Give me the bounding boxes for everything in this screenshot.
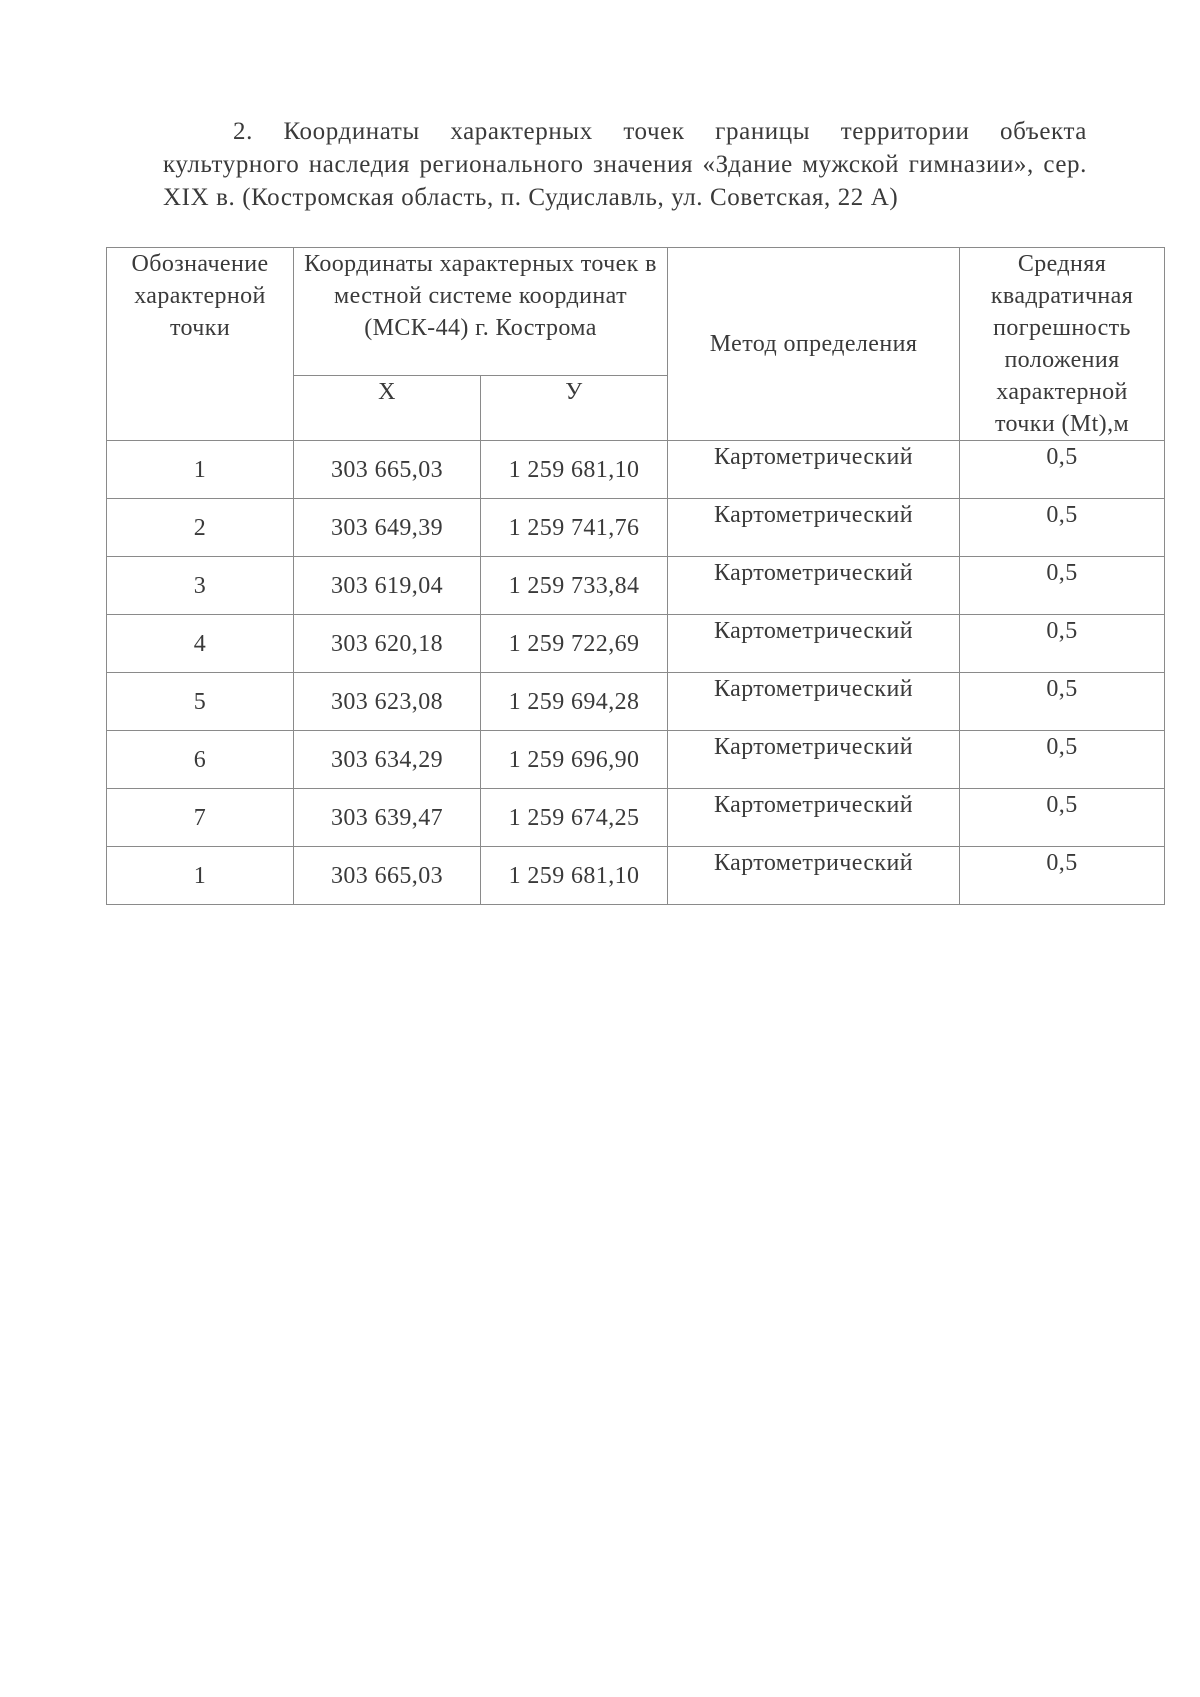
cell-method: Картометрический <box>668 673 960 731</box>
table-row <box>107 615 1165 673</box>
cell-point: 2 <box>107 499 294 557</box>
cell-point: 3 <box>107 557 294 615</box>
cell-point: 1 <box>107 441 294 499</box>
cell-error: 0,5 <box>960 499 1165 557</box>
cell-error: 0,5 <box>960 789 1165 847</box>
header-row-1 <box>107 248 1165 376</box>
table-row <box>107 673 1165 731</box>
table-row <box>107 731 1165 789</box>
cell-method: Картометрический <box>668 499 960 557</box>
cell-point: 6 <box>107 731 294 789</box>
cell-x: 303 649,39 <box>294 499 481 557</box>
coordinates-table <box>106 247 1165 905</box>
cell-x: 303 619,04 <box>294 557 481 615</box>
cell-y: 1 259 733,84 <box>481 557 668 615</box>
cell-method: Картометрический <box>668 789 960 847</box>
cell-error: 0,5 <box>960 673 1165 731</box>
cell-method: Картометрический <box>668 731 960 789</box>
cell-method: Картометрический <box>668 847 960 905</box>
cell-x: 303 665,03 <box>294 847 481 905</box>
table-row <box>107 441 1165 499</box>
section-heading: 2. Координаты характерных точек границы территории объекта культурного наследия регионального значения «Здание мужской гимназии», сер. XIX в. (Костромская область, п. Судиславль, ул. Советская, 22 А) <box>163 118 1087 211</box>
cell-point: 4 <box>107 615 294 673</box>
table-header <box>107 248 1165 441</box>
cell-point: 5 <box>107 673 294 731</box>
cell-x: 303 620,18 <box>294 615 481 673</box>
cell-error: 0,5 <box>960 615 1165 673</box>
cell-x: 303 623,08 <box>294 673 481 731</box>
cell-method: Картометрический <box>668 557 960 615</box>
header-y: У <box>481 375 668 440</box>
cell-y: 1 259 741,76 <box>481 499 668 557</box>
cell-x: 303 634,29 <box>294 731 481 789</box>
header-error: Средняя квадратичная погрешность положения характерной точки (Mt),м <box>960 248 1165 441</box>
cell-error: 0,5 <box>960 441 1165 499</box>
header-method: Метод определения <box>668 248 960 441</box>
cell-point: 7 <box>107 789 294 847</box>
cell-method: Картометрический <box>668 441 960 499</box>
header-coords-group: Координаты характерных точек в местной системе координат (МСК-44) г. Кострома <box>294 248 668 376</box>
cell-error: 0,5 <box>960 557 1165 615</box>
cell-x: 303 665,03 <box>294 441 481 499</box>
cell-point: 1 <box>107 847 294 905</box>
header-point: Обозначение характерной точки <box>107 248 294 441</box>
cell-x: 303 639,47 <box>294 789 481 847</box>
table-body <box>107 441 1165 905</box>
cell-y: 1 259 722,69 <box>481 615 668 673</box>
cell-error: 0,5 <box>960 731 1165 789</box>
coordinates-table-container <box>106 247 1165 905</box>
table-row <box>107 499 1165 557</box>
cell-y: 1 259 694,28 <box>481 673 668 731</box>
cell-method: Картометрический <box>668 615 960 673</box>
header-x: X <box>294 375 481 440</box>
cell-y: 1 259 674,25 <box>481 789 668 847</box>
cell-error: 0,5 <box>960 847 1165 905</box>
cell-y: 1 259 681,10 <box>481 847 668 905</box>
table-row <box>107 789 1165 847</box>
table-row <box>107 557 1165 615</box>
table-row <box>107 847 1165 905</box>
cell-y: 1 259 696,90 <box>481 731 668 789</box>
cell-y: 1 259 681,10 <box>481 441 668 499</box>
